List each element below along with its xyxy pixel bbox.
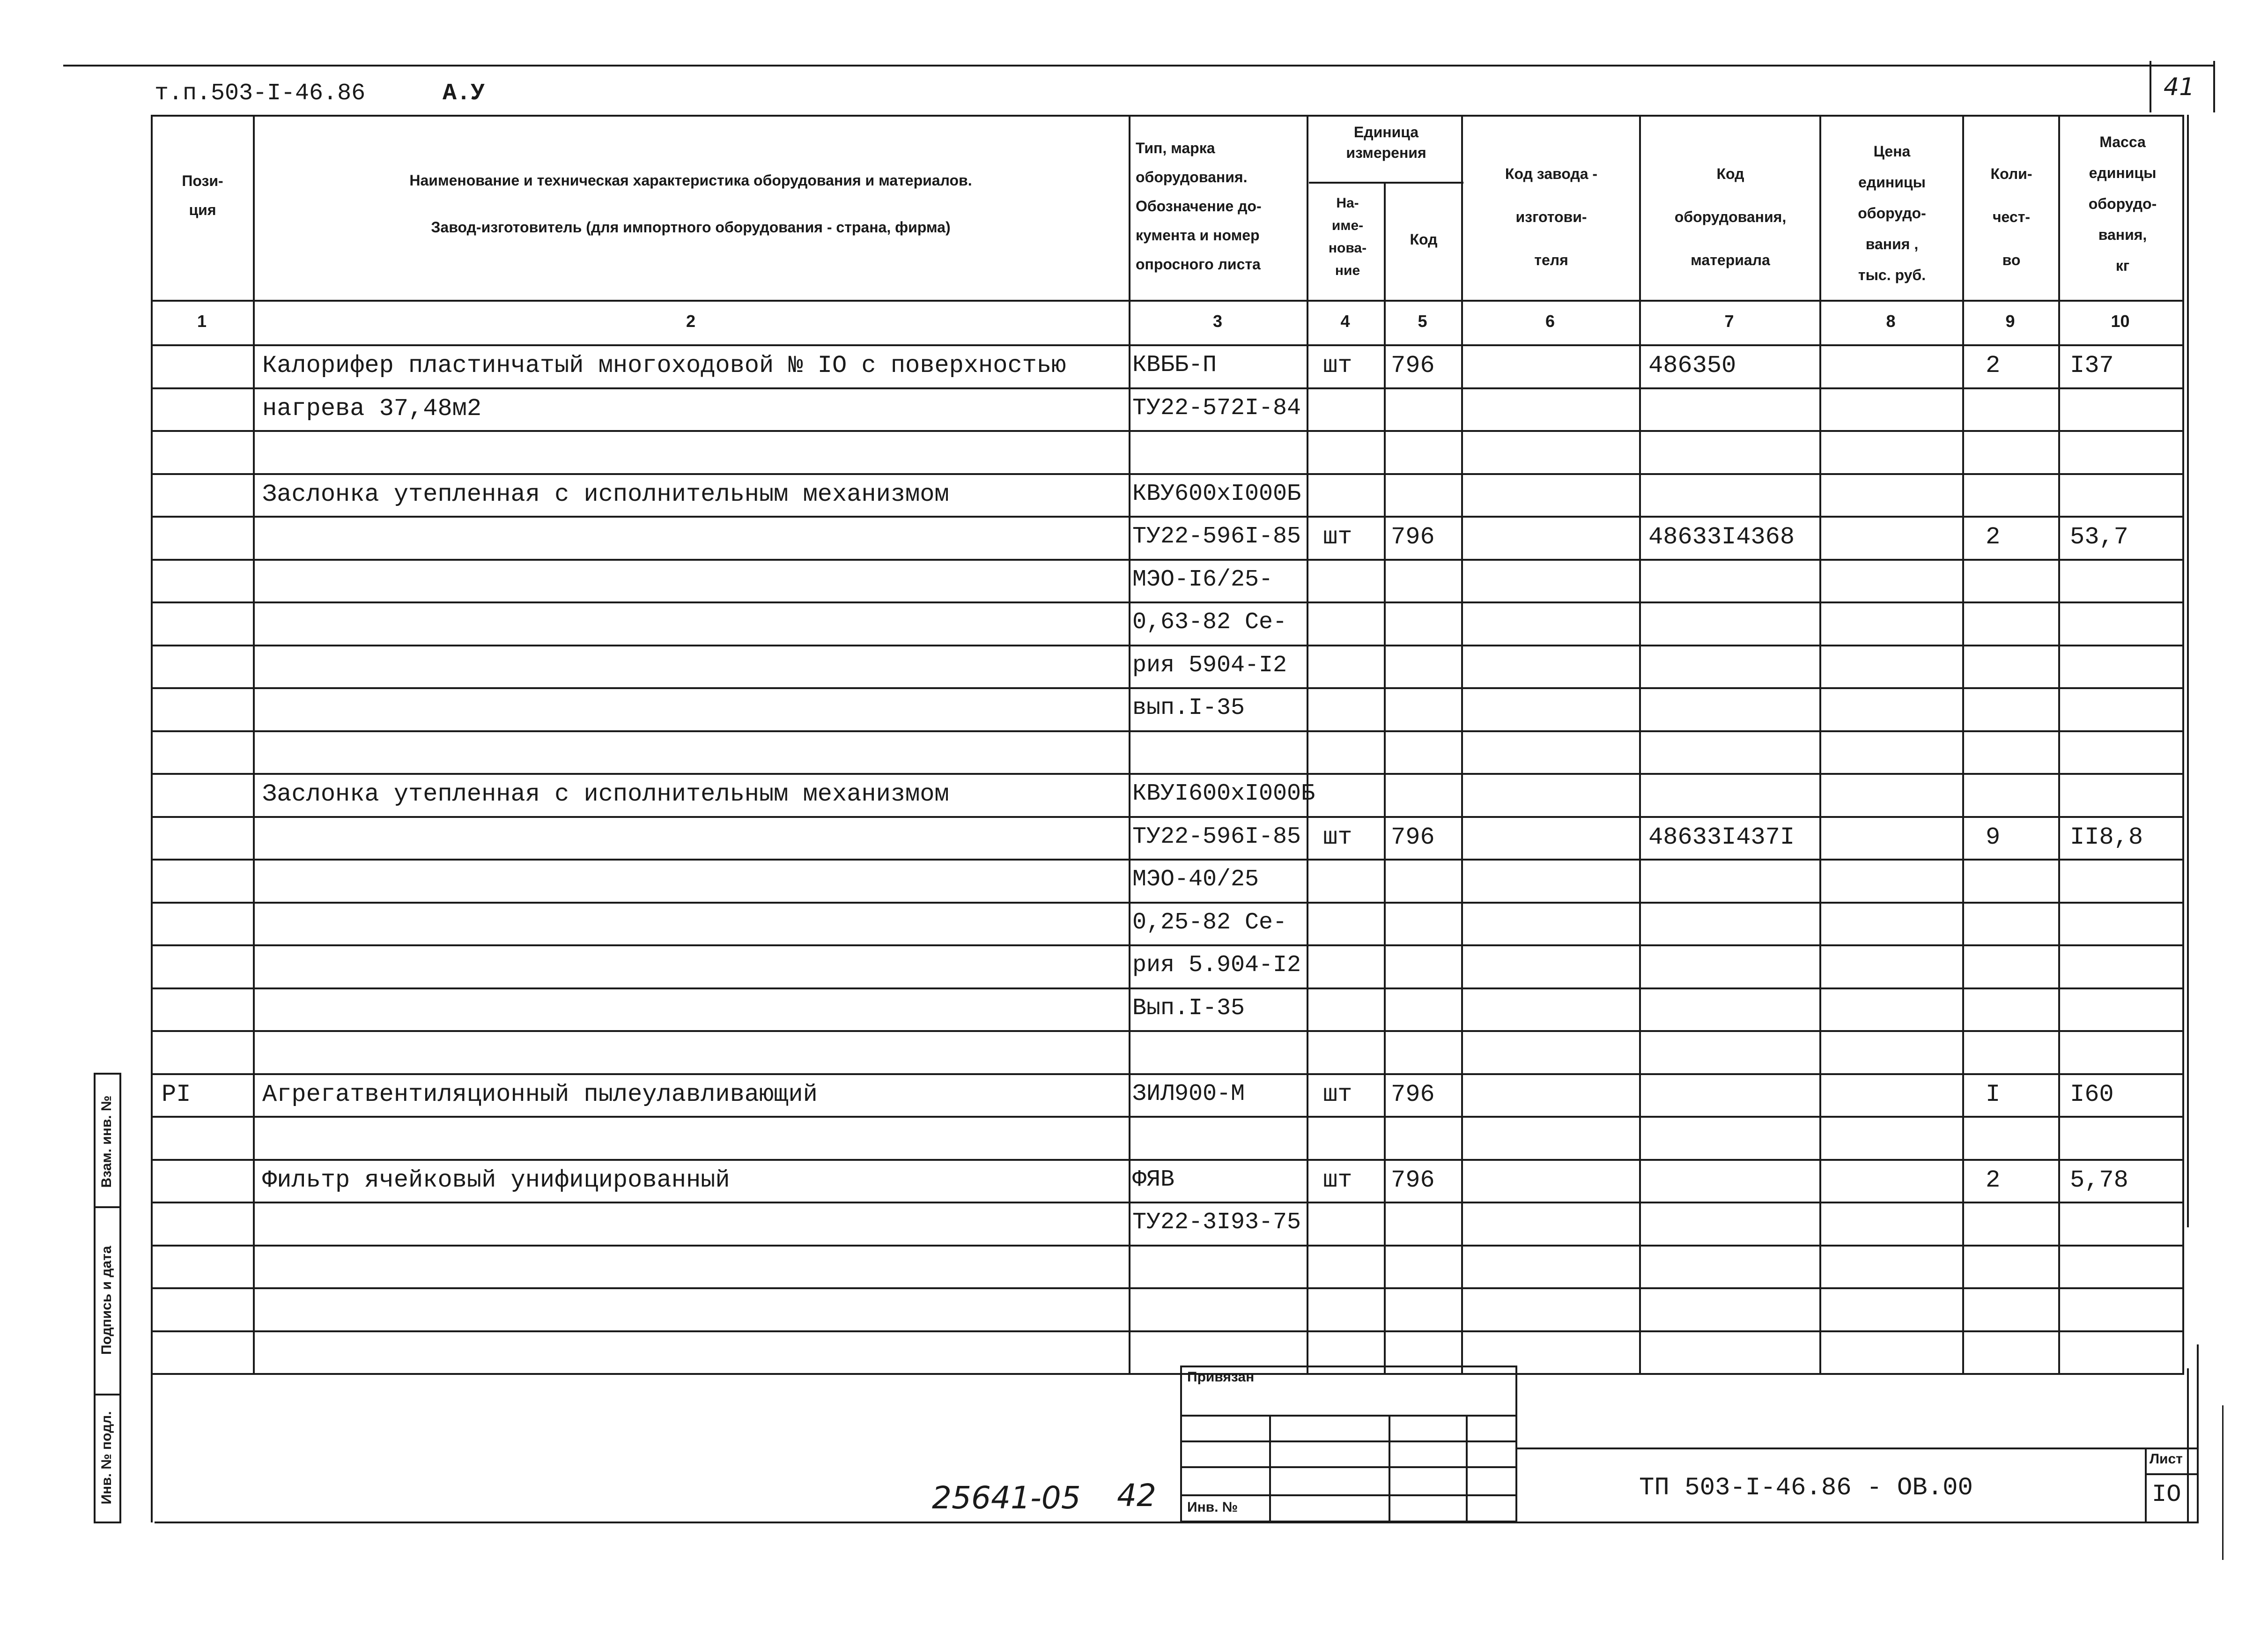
type-cell: ТУ22-596I-85	[1132, 523, 1301, 550]
row-divider	[151, 987, 2184, 989]
list-box-left	[2145, 1447, 2147, 1522]
unit-code-cell: 796	[1391, 352, 1435, 379]
header-col-equipment-code: Код оборудования, материала	[1674, 165, 1787, 268]
type-cell: ТУ22-3I93-75	[1132, 1209, 1301, 1236]
page-mark-divider	[2150, 61, 2151, 112]
name-cell: Заслонка утепленная с исполнительным механизмом	[262, 481, 949, 508]
header-unit-group: Единица измерения	[1346, 124, 1426, 161]
doc-code-top	[1517, 1447, 2199, 1449]
side-stamp-div1	[94, 1206, 121, 1208]
column-divider	[2182, 115, 2184, 1373]
type-cell: ТУ22-596I-85	[1132, 824, 1301, 850]
name-cell: Агрегатвентиляционный пылеулавливающий	[262, 1081, 818, 1108]
position-cell: PI	[162, 1081, 191, 1108]
row-divider	[151, 1073, 2184, 1075]
column-divider	[1639, 115, 1641, 1373]
type-cell: Вып.I-35	[1132, 995, 1245, 1022]
row-divider	[151, 687, 2184, 689]
header-col-name: Наименование и техническая характеристика оборудования и материалов. Завод-изготовитель (для импортного оборудования - страна, фирма)	[409, 172, 972, 236]
unit-name-cell: шт	[1323, 352, 1352, 379]
row-divider	[151, 601, 2184, 603]
unit-code-cell: 796	[1391, 1081, 1435, 1108]
privyazan-vline2	[1389, 1415, 1390, 1522]
column-divider	[2058, 115, 2060, 1373]
name-cell: Калорифер пластинчатый многоходовой № IO с поверхностью	[262, 352, 1066, 379]
mass-cell: 5,78	[2070, 1166, 2128, 1194]
name-cell: Фильтр ячейковый унифицированный	[262, 1166, 730, 1194]
row-divider	[151, 387, 2184, 389]
table-top-border	[151, 115, 2184, 117]
type-cell: КВУI600хI000Б	[1132, 780, 1315, 807]
side-stamp-div2	[94, 1394, 121, 1395]
column-number-1: 1	[197, 312, 207, 331]
row-divider	[151, 773, 2184, 775]
row-divider	[151, 816, 2184, 818]
column-divider	[253, 115, 255, 1373]
row-divider	[151, 1245, 2184, 1247]
row-divider	[151, 559, 2184, 561]
type-cell: МЭО-40/25	[1132, 866, 1259, 893]
side-stamp-bottom	[94, 1522, 121, 1523]
mass-cell: I60	[2070, 1081, 2114, 1108]
header-col-mass: Масса единицы оборудо- вания, кг	[2088, 134, 2157, 274]
mass-cell: II8,8	[2070, 824, 2143, 851]
unit-code-cell: 796	[1391, 523, 1435, 551]
header-col-type: Тип, марка оборудования. Обозначение до- кумента и номер опросного листа	[1136, 140, 1262, 273]
right-frame-edge	[2213, 61, 2215, 112]
list-box-mid	[2145, 1473, 2199, 1475]
row-divider	[151, 944, 2184, 946]
column-number-bottom-border	[151, 344, 2184, 346]
top-rule	[63, 65, 2215, 67]
column-divider	[1962, 115, 1964, 1373]
header-col-unit-name: На- име- нова- ние	[1328, 195, 1367, 278]
quantity-cell: 2	[1986, 1166, 2001, 1194]
unit-code-cell: 796	[1391, 1166, 1435, 1194]
quantity-cell: 2	[1986, 523, 2001, 551]
type-cell: МЭО-I6/25-	[1132, 566, 1273, 593]
column-number-9: 9	[2005, 312, 2015, 331]
header-col-factory-code: Код завода - изготови- теля	[1505, 165, 1598, 268]
lower-frame-left	[151, 1373, 153, 1522]
column-divider	[1819, 115, 1821, 1373]
column-number-10: 10	[2111, 312, 2130, 331]
header-bottom-border	[151, 300, 2184, 302]
column-number-6: 6	[1545, 312, 1555, 331]
row-divider	[151, 1287, 2184, 1289]
column-number-7: 7	[1724, 312, 1734, 331]
list-label: Лист	[2150, 1451, 2183, 1467]
mass-cell: 53,7	[2070, 523, 2128, 551]
column-number-8: 8	[1886, 312, 1896, 331]
type-cell: 0,63-82 Се-	[1132, 609, 1287, 636]
column-number-3: 3	[1212, 312, 1223, 331]
row-divider	[151, 1159, 2184, 1161]
unit-code-cell: 796	[1391, 824, 1435, 851]
type-cell: ТУ22-572I-84	[1132, 395, 1301, 422]
type-cell: рия 5.904-I2	[1132, 952, 1301, 979]
handwritten-sheet-number: 42	[1117, 1477, 1156, 1514]
inv-no-label: Инв. №	[1187, 1499, 1238, 1515]
quantity-cell: 9	[1986, 824, 2001, 851]
bottom-frame-line	[155, 1522, 2199, 1523]
column-number-5: 5	[1418, 312, 1427, 331]
row-divider	[151, 1373, 2184, 1375]
row-divider	[151, 902, 2184, 904]
header-col-position: Пози- ция	[182, 172, 223, 218]
name-cell: нагрева 37,48м2	[262, 395, 482, 423]
row-divider	[151, 1330, 2184, 1332]
privyazan-label: Привязан	[1187, 1369, 1255, 1385]
equipment-code-cell: 48633I437I	[1648, 824, 1795, 851]
column-divider	[1129, 115, 1130, 1373]
vzam-inv-label: Взам. инв. №	[99, 1095, 114, 1188]
type-cell: ЗИЛ900-М	[1132, 1081, 1245, 1107]
outer-right-border	[2187, 115, 2189, 1227]
side-stamp-mid	[119, 1073, 121, 1522]
section-mark: А.У	[443, 80, 485, 107]
header-col-price: Цена единицы оборудо- вания , тыс. руб.	[1858, 143, 1926, 283]
column-divider	[1461, 115, 1463, 1373]
row-divider	[151, 1030, 2184, 1032]
row-divider	[151, 430, 2184, 432]
unit-name-cell: шт	[1323, 1081, 1352, 1108]
type-cell: ФЯВ	[1132, 1166, 1175, 1193]
doc-code: ТП 503-I-46.86 - ОВ.00	[1639, 1474, 1973, 1502]
mass-cell: I37	[2070, 352, 2114, 379]
type-cell: КВББ-П	[1132, 352, 1217, 379]
column-divider	[151, 115, 153, 1373]
row-divider	[151, 730, 2184, 732]
inv-podl-label: Инв. № подл.	[99, 1411, 114, 1505]
list-number: IO	[2152, 1481, 2181, 1508]
name-cell: Заслонка утепленная с исполнительным механизмом	[262, 780, 949, 808]
handwritten-inventory-number: 25641-05	[932, 1480, 1081, 1516]
row-divider	[151, 859, 2184, 861]
equipment-code-cell: 48633I4368	[1648, 523, 1795, 551]
quantity-cell: 2	[1986, 352, 2001, 379]
side-stamp-left	[94, 1073, 96, 1522]
equipment-code-cell: 486350	[1648, 352, 1736, 379]
privyazan-vline3	[1466, 1415, 1468, 1522]
signature-date-label: Подпись и дата	[99, 1246, 114, 1355]
doc-reference: т.п.503-I-46.86	[155, 80, 366, 107]
row-divider	[151, 473, 2184, 475]
unit-name-cell: шт	[1323, 824, 1352, 851]
type-cell: КВУ600хI000Б	[1132, 481, 1301, 507]
side-stamp-top	[94, 1073, 121, 1075]
header-col-unit-code: Код	[1410, 231, 1438, 248]
unit-name-cell: шт	[1323, 1166, 1352, 1194]
binding-edge-line	[2222, 1405, 2224, 1560]
row-divider	[151, 1202, 2184, 1203]
unit-name-cell: шт	[1323, 523, 1352, 551]
unit-group-divider	[1309, 182, 1463, 184]
column-number-2: 2	[686, 312, 696, 331]
row-divider	[151, 645, 2184, 646]
header-col-quantity: Коли- чест- во	[1990, 165, 2032, 268]
bottom-right-frame	[2197, 1344, 2199, 1523]
type-cell: вып.I-35	[1132, 695, 1245, 721]
column-divider	[1307, 115, 1308, 1373]
column-number-4: 4	[1340, 312, 1350, 331]
column-divider	[1384, 182, 1386, 1373]
quantity-cell: I	[1986, 1081, 2001, 1108]
row-divider	[151, 1116, 2184, 1118]
page-mark: 41	[2164, 73, 2195, 101]
lower-frame-right	[2187, 1368, 2189, 1522]
type-cell: 0,25-82 Се-	[1132, 909, 1287, 936]
privyazan-vline1	[1269, 1415, 1271, 1522]
row-divider	[151, 516, 2184, 518]
type-cell: рия 5904-I2	[1132, 652, 1287, 679]
